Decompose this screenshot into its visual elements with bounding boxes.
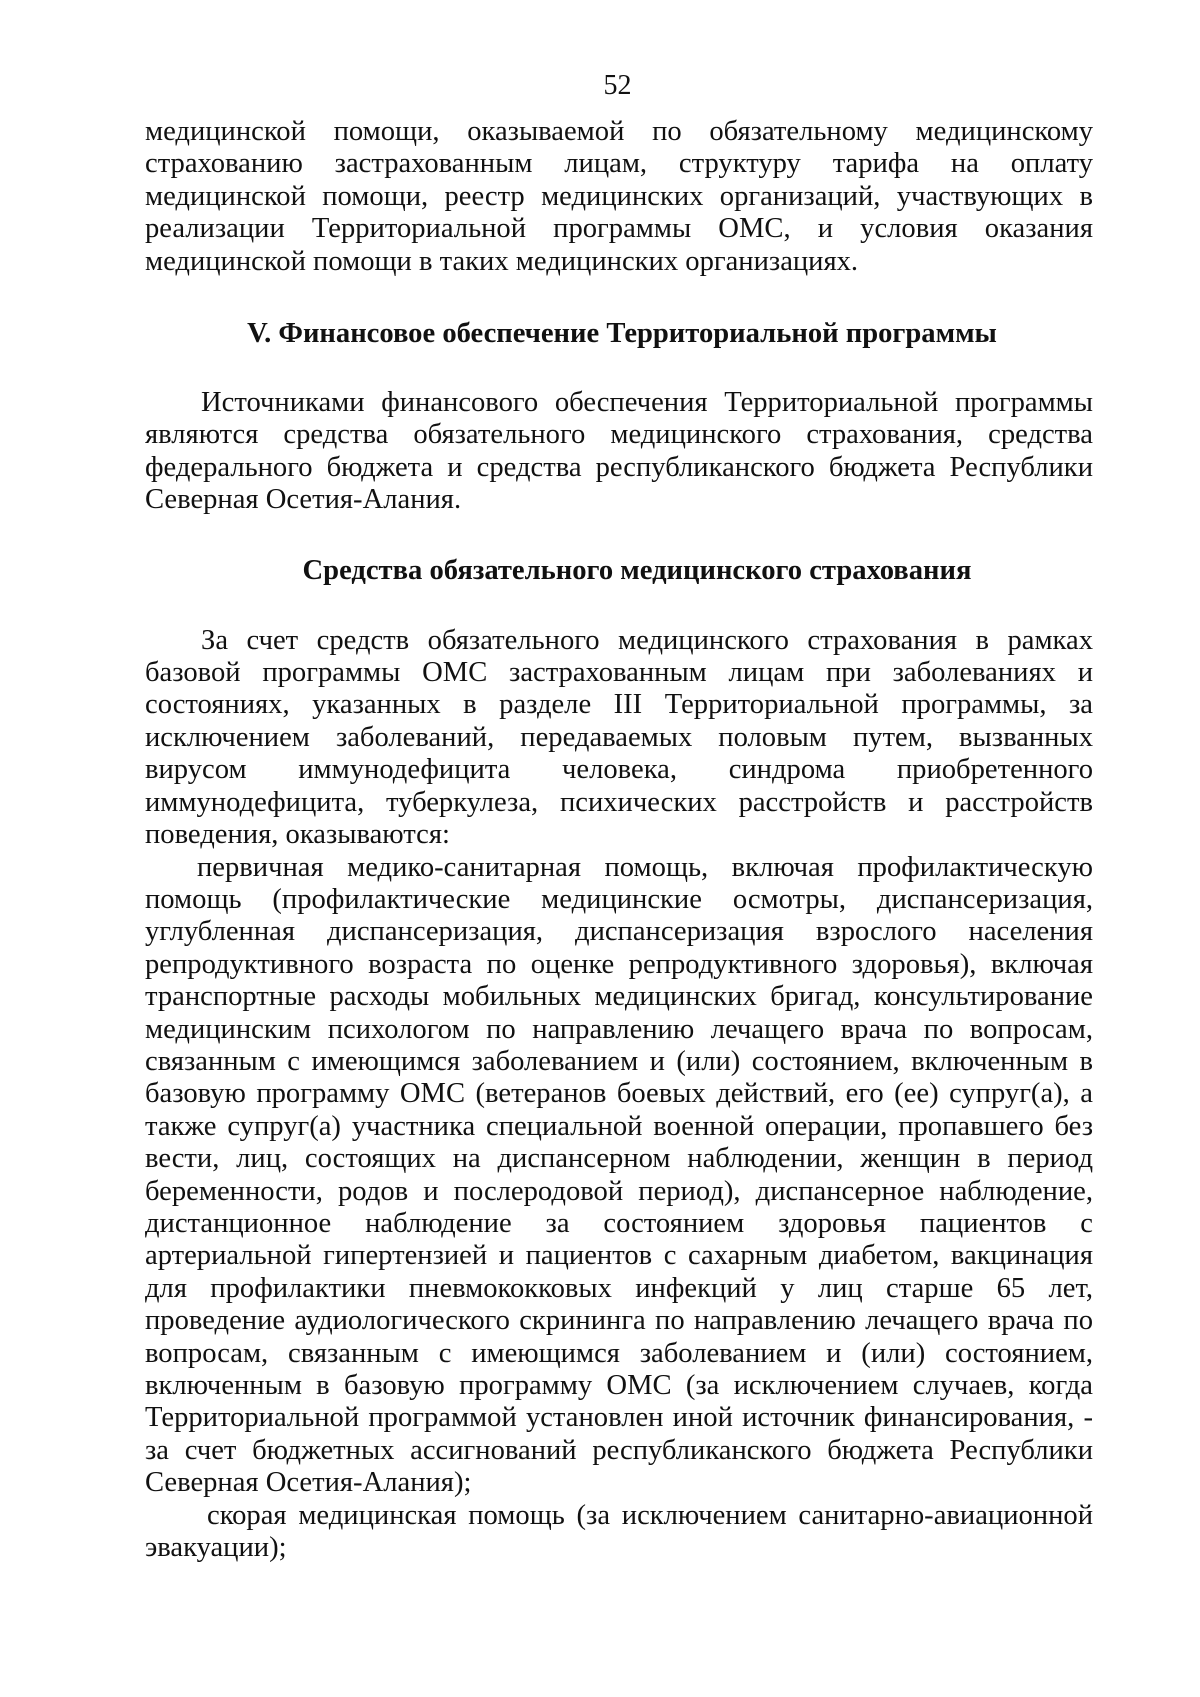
document-body: [145, 116, 1093, 1564]
section-heading: V. Финансовое обеспечение Территориальной программы: [247, 318, 997, 350]
paragraph-emergency-care: скорая медицинская помощь (за исключением санитарно-авиационной эвакуации);: [145, 1499, 1093, 1564]
paragraph-funding-sources: Источниками финансового обеспечения Территориальной программы являются средства обязательного медицинского страхования, средства федерального бюджета и средства республиканского бюджета Республики Северная Осетия-Алания.: [145, 387, 1093, 516]
paragraph-basic-program: За счет средств обязательного медицинского страхования в рамках базовой программы ОМС застрахованным лицам при заболеваниях и состояниях, указанных в разделе III Территориальной программы, за исключением заболеваний, передаваемых половым путем, вызванных вирусом иммунодефицита человека, синдрома приобретенного иммунодефицита, туберкулеза, психических расстройств и расстройств поведения, оказываются:: [145, 624, 1093, 851]
paragraph-intro: медицинской помощи, оказываемой по обязательному медицинскому страхованию застрахованным лицам, структуру тарифа на оплату медицинской помощи, реестр медицинских организаций, участвующих в реализации Территориальной программы ОМС, и условия оказания медицинской помощи в таких медицинских организациях.: [145, 116, 1093, 277]
page-number: 52: [603, 70, 632, 101]
subsection-heading: Средства обязательного медицинского страхования: [302, 554, 972, 586]
paragraph-primary-care: первичная медико-санитарная помощь, включая профилактическую помощь (профилактические медицинские осмотры, диспансеризация, углубленная диспансеризация, диспансеризация взрослого населения репродуктивного возраста по оценке репродуктивного здоровья), включая транспортные расходы мобильных медицинских бригад, консультирование медицинским психологом по направлению лечащего врача по вопросам, связанным с имеющимся заболеванием и (или) состоянием, включенным в базовую программу ОМС (ветеранов боевых действий, его (ее) супруг(а), а также супруг(а) участника специальной военной операции, пропавшего без вести, лиц, состоящих на диспансерном наблюдении, женщин в период беременности, родов и послеродовой период), диспансерное наблюдение, дистанционное наблюдение за состоянием здоровья пациентов с артериальной гипертензией и пациентов с сахарным диабетом, вакцинация для профилактики пневмококковых инфекций у лиц старше 65 лет, проведение аудиологического скрининга по направлению лечащего врача по вопросам, связанным с имеющимся заболеванием и (или) состоянием, включенным в базовую программу ОМС (за исключением случаев, когда Территориальной программой установлен иной источник финансирования, - за счет бюджетных ассигнований республиканского бюджета Республики Северная Осетия-Алания);: [145, 851, 1093, 1499]
